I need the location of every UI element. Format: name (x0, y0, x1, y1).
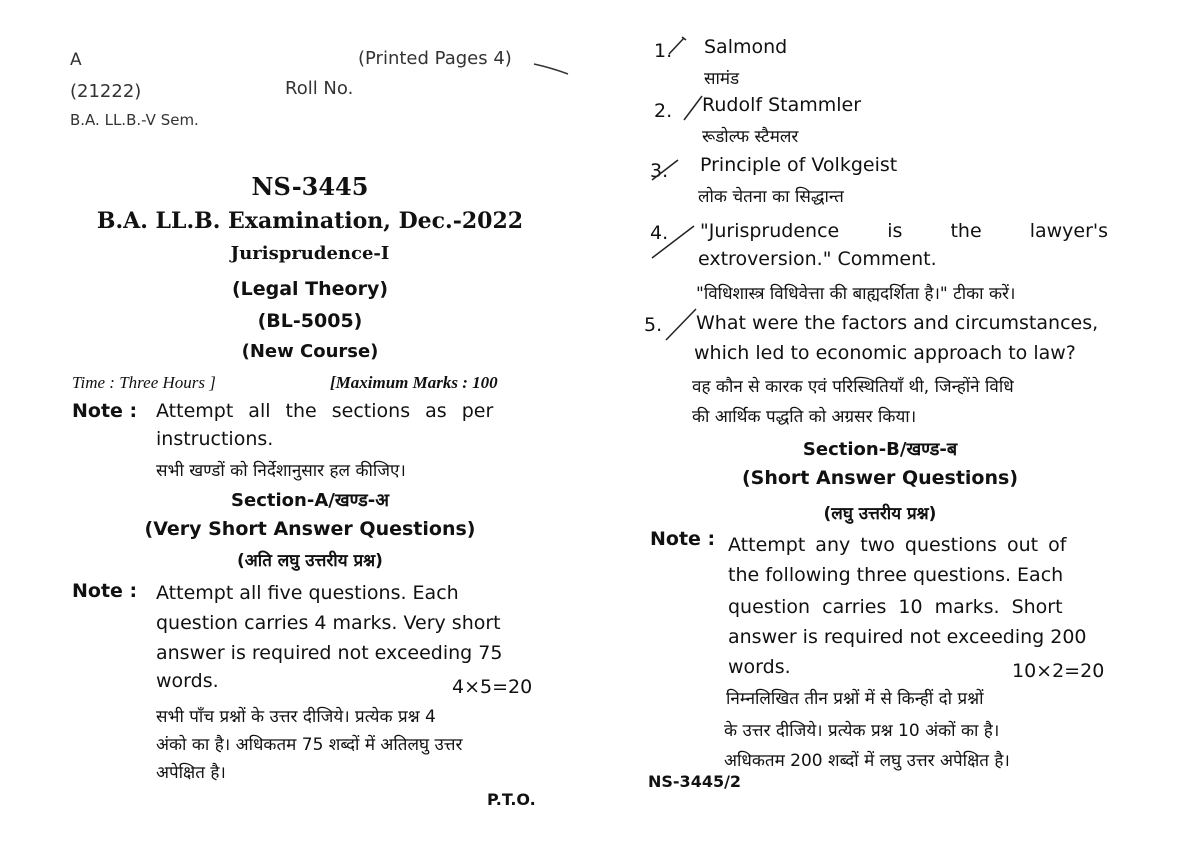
tick-mark-icon (666, 34, 690, 58)
pen-stroke-icon (532, 58, 572, 78)
printed-pages: (Printed Pages 4) (358, 48, 512, 69)
section-b-note-label: Note : (650, 528, 716, 550)
question-5-hindi-line-2: की आर्थिक पद्धति को अग्रसर किया। (692, 407, 917, 427)
section-b-heading: Section-B/खण्ड-ब (802, 439, 958, 460)
tick-mark-icon (664, 306, 700, 344)
section-b-hindi: (लघु उत्तरीय प्रश्न) (823, 504, 937, 524)
section-b-type: (Short Answer Questions) (741, 467, 1019, 489)
time-label: Time : Three Hours ] (72, 373, 216, 392)
roll-no-label: Roll No. (285, 78, 354, 99)
note2-hindi-1: सभी पाँच प्रश्नों के उत्तर दीजिये। प्रत्येक प्रश्न 4 (156, 707, 436, 727)
section-b-note-line-1: Attempt any two questions out of (728, 534, 1067, 556)
section-b-marks: 10×2=20 (1012, 660, 1105, 682)
right-page (600, 0, 1200, 849)
question-number-3: 3. (650, 160, 669, 182)
exam-title: B.A. LL.B. Examination, Dec.-2022 (96, 208, 524, 234)
note2-hindi-3: अपेक्षित है। (156, 763, 226, 783)
note-line-2: instructions. (156, 428, 274, 450)
question-3-english: Principle of Volkgeist (700, 154, 898, 176)
tick-mark-icon (650, 156, 682, 182)
note2-hindi-2: अंको का है। अधिकतम 75 शब्दों में अतिलघु उत्तर (156, 735, 463, 755)
section-a-heading: Section-A/खण्ड-अ (231, 490, 389, 511)
question-number-5: 5. (644, 314, 663, 336)
question-4-english-line-1: "Jurisprudence is the lawyer's (700, 220, 1109, 242)
pto-label: P.T.O. (487, 790, 536, 809)
note2-label: Note : (72, 580, 138, 602)
question-number-4: 4. (650, 222, 669, 244)
footer-page-code: NS-3445/2 (648, 772, 742, 791)
subject-subtitle: (Legal Theory) (231, 278, 389, 300)
section-b-note-line-5: words. (728, 656, 791, 678)
paper-code-number: (21222) (70, 81, 142, 102)
section-b-note-line-3: question carries 10 marks. Short (728, 596, 1063, 618)
note-label: Note : (72, 400, 138, 422)
question-1-hindi: सामंड (704, 69, 740, 89)
note2-line-2: question carries 4 marks. Very short (156, 612, 501, 634)
tick-mark-icon (650, 222, 698, 260)
section-b-hindi-2: के उत्तर दीजिये। प्रत्येक प्रश्न 10 अंकों का है। (724, 721, 1000, 741)
note2-line-1: Attempt all five questions. Each (156, 582, 459, 604)
note2-line-4: words. (156, 670, 219, 692)
note-line-1: Attempt all the sections as per (156, 400, 494, 422)
subject-code: (BL-5005) (257, 310, 363, 332)
section-a-hindi: (अति लघु उत्तरीय प्रश्न) (237, 551, 383, 571)
note2-marks: 4×5=20 (452, 676, 533, 698)
note-hindi: सभी खण्डों को निर्देशानुसार हल कीजिए। (156, 461, 406, 481)
question-1-english: Salmond (704, 36, 788, 58)
subject-title: Jurisprudence-I (230, 243, 390, 264)
question-5-hindi-line-1: वह कौन से कारक एवं परिस्थितियाँ थी, जिन्होंने विधि (692, 377, 1014, 397)
tick-mark-icon (682, 94, 704, 122)
question-number-1: 1. (654, 40, 673, 62)
course-type: (New Course) (241, 341, 379, 362)
section-b-hindi-3: अधिकतम 200 शब्दों में लघु उत्तर अपेक्षित है। (724, 751, 1010, 771)
question-4-english-line-2: extroversion." Comment. (698, 248, 937, 270)
question-3-hindi: लोक चेतना का सिद्धान्त (698, 187, 844, 207)
note2-line-3: answer is required not exceeding 75 (156, 642, 503, 664)
max-marks-label: [Maximum Marks : 100 (330, 373, 498, 392)
course-label: B.A. LL.B.-V Sem. (70, 111, 199, 129)
question-5-english-line-1: What were the factors and circumstances, (696, 312, 1099, 334)
section-a-type: (Very Short Answer Questions) (144, 518, 476, 540)
question-5-english-line-2: which led to economic approach to law? (694, 342, 1076, 364)
question-2-english: Rudolf Stammler (702, 94, 862, 116)
section-b-hindi-1: निम्नलिखित तीन प्रश्नों में से किन्हीं दो प्रश्नों (726, 689, 984, 709)
section-b-note-line-2: the following three questions. Each (728, 564, 1064, 586)
section-b-note-line-4: answer is required not exceeding 200 (728, 626, 1087, 648)
paper-code-title: NS-3445 (251, 172, 369, 201)
question-number-2: 2. (654, 100, 673, 122)
question-2-hindi: रूडोल्फ स्टैमलर (702, 127, 799, 147)
set-label: A (70, 50, 82, 70)
question-4-hindi: "विधिशास्त्र विधिवेत्ता की बाह्यदर्शिता है।" टीका करें। (696, 284, 1016, 304)
